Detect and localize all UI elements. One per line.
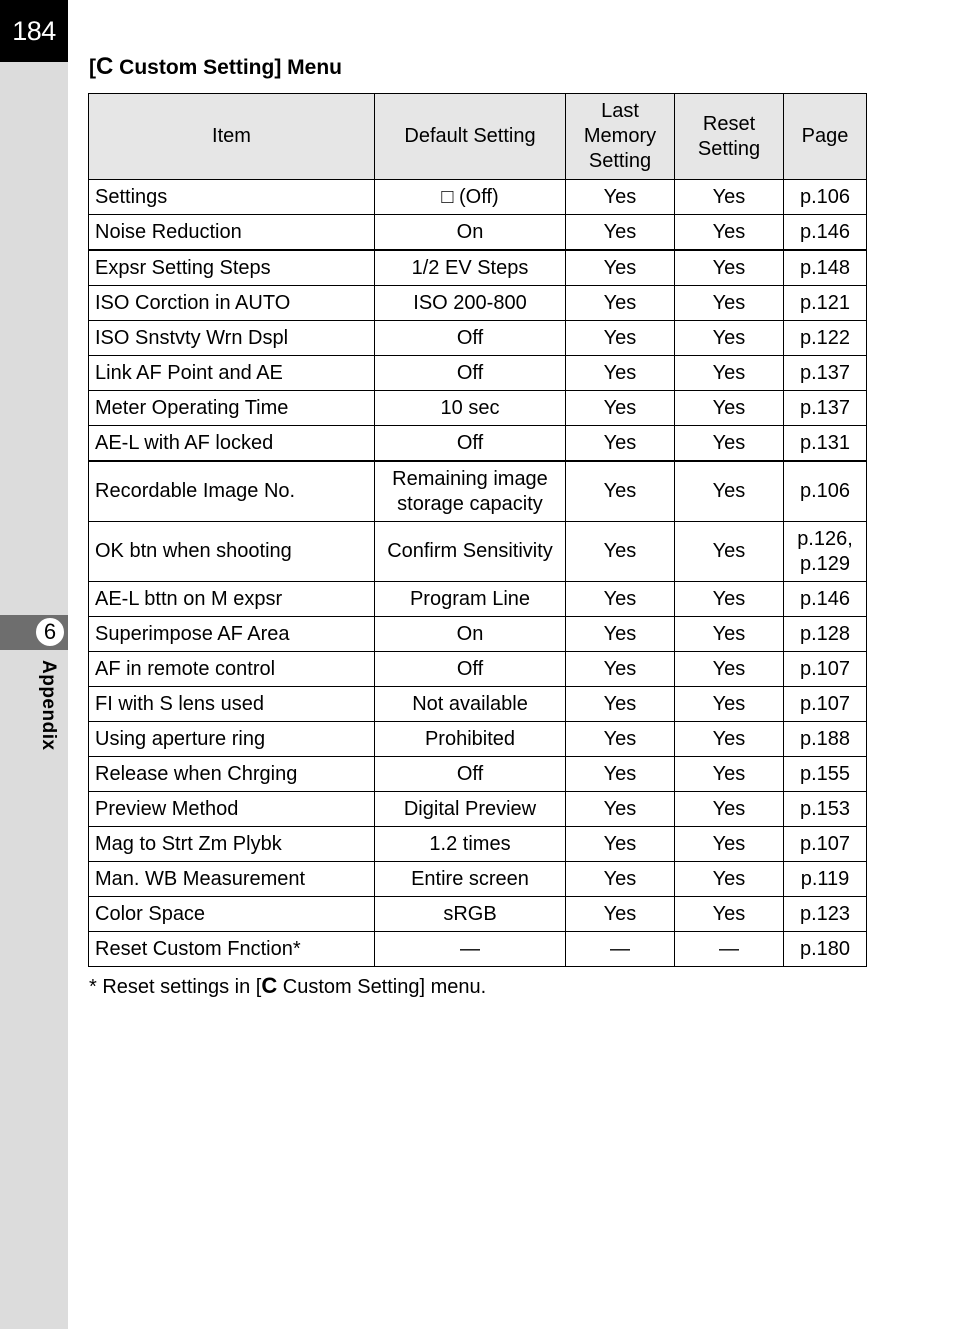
row-last-memory: Yes	[566, 792, 675, 827]
table-row	[89, 250, 867, 286]
table-row	[89, 757, 867, 792]
row-reset: Yes	[675, 180, 784, 215]
row-page: p.121	[784, 286, 867, 321]
row-reset: Yes	[675, 215, 784, 251]
table-row	[89, 932, 867, 967]
header-last-memory-setting: Last Memory Setting	[566, 94, 675, 180]
row-last-memory: Yes	[566, 286, 675, 321]
row-item: ISO Corction in AUTO	[89, 286, 375, 321]
row-default-setting: Off	[375, 321, 566, 356]
row-reset: Yes	[675, 426, 784, 462]
row-item: Expsr Setting Steps	[89, 250, 375, 286]
page-number: 184	[0, 0, 68, 62]
table-row	[89, 897, 867, 932]
chapter-number: 6	[35, 617, 65, 647]
row-default-setting: □ (Off)	[375, 180, 566, 215]
row-page: p.153	[784, 792, 867, 827]
table-row	[89, 582, 867, 617]
row-item: Settings	[89, 180, 375, 215]
table-row	[89, 286, 867, 321]
row-item: FI with S lens used	[89, 687, 375, 722]
row-default-setting: sRGB	[375, 897, 566, 932]
table-row	[89, 792, 867, 827]
section-title-text: Custom Setting] Menu	[113, 56, 342, 79]
row-item: Color Space	[89, 897, 375, 932]
chapter-label: Appendix	[38, 660, 59, 751]
row-default-setting: On	[375, 215, 566, 251]
row-page: p.107	[784, 652, 867, 687]
footnote-text: Custom Setting] menu.	[277, 976, 487, 998]
custom-setting-table	[88, 93, 867, 967]
row-last-memory: —	[566, 932, 675, 967]
row-item: Man. WB Measurement	[89, 862, 375, 897]
row-item: OK btn when shooting	[89, 522, 375, 582]
row-default-setting: Confirm Sensitivity	[375, 522, 566, 582]
row-last-memory: Yes	[566, 687, 675, 722]
row-page: p.107	[784, 687, 867, 722]
row-last-memory: Yes	[566, 582, 675, 617]
row-last-memory: Yes	[566, 426, 675, 462]
table-row	[89, 391, 867, 426]
row-item: Meter Operating Time	[89, 391, 375, 426]
row-default-setting: Digital Preview	[375, 792, 566, 827]
row-item: Release when Chrging	[89, 757, 375, 792]
row-page: p.188	[784, 722, 867, 757]
section-title-prefix: [	[89, 56, 96, 79]
row-reset: Yes	[675, 582, 784, 617]
row-default-setting: Off	[375, 356, 566, 391]
table-row	[89, 652, 867, 687]
row-default-setting: Entire screen	[375, 862, 566, 897]
row-default-setting: 1/2 EV Steps	[375, 250, 566, 286]
table-row	[89, 461, 867, 522]
row-last-memory: Yes	[566, 722, 675, 757]
row-last-memory: Yes	[566, 250, 675, 286]
row-last-memory: Yes	[566, 862, 675, 897]
row-item: Superimpose AF Area	[89, 617, 375, 652]
row-page: p.107	[784, 827, 867, 862]
row-last-memory: Yes	[566, 215, 675, 251]
footnote	[89, 973, 486, 999]
row-item: Using aperture ring	[89, 722, 375, 757]
row-item: Link AF Point and AE	[89, 356, 375, 391]
header-item: Item	[89, 94, 375, 180]
row-last-memory: Yes	[566, 757, 675, 792]
row-last-memory: Yes	[566, 522, 675, 582]
row-page: p.123	[784, 897, 867, 932]
row-reset: Yes	[675, 827, 784, 862]
row-page: p.122	[784, 321, 867, 356]
row-last-memory: Yes	[566, 356, 675, 391]
row-default-setting: Program Line	[375, 582, 566, 617]
row-reset: Yes	[675, 687, 784, 722]
row-reset: Yes	[675, 722, 784, 757]
table-row	[89, 522, 867, 582]
row-reset: Yes	[675, 286, 784, 321]
row-reset: Yes	[675, 652, 784, 687]
table-row	[89, 426, 867, 462]
row-default-setting: Off	[375, 652, 566, 687]
table-row	[89, 321, 867, 356]
row-reset: Yes	[675, 862, 784, 897]
row-default-setting: 10 sec	[375, 391, 566, 426]
row-default-setting: Not available	[375, 687, 566, 722]
row-item: Noise Reduction	[89, 215, 375, 251]
row-last-memory: Yes	[566, 897, 675, 932]
row-page: p.106	[784, 180, 867, 215]
row-reset: Yes	[675, 461, 784, 522]
row-default-setting: On	[375, 617, 566, 652]
header-reset-setting: Reset Setting	[675, 94, 784, 180]
table-row	[89, 687, 867, 722]
row-item: AE-L bttn on M expsr	[89, 582, 375, 617]
row-reset: Yes	[675, 897, 784, 932]
row-item: Preview Method	[89, 792, 375, 827]
table-row	[89, 180, 867, 215]
custom-setting-icon: C	[96, 53, 114, 80]
row-last-memory: Yes	[566, 391, 675, 426]
row-page: p.126, p.129	[784, 522, 867, 582]
row-reset: Yes	[675, 250, 784, 286]
row-last-memory: Yes	[566, 652, 675, 687]
table-row	[89, 356, 867, 391]
row-page: p.146	[784, 582, 867, 617]
row-page: p.180	[784, 932, 867, 967]
row-default-setting: Off	[375, 757, 566, 792]
row-last-memory: Yes	[566, 321, 675, 356]
row-default-setting: Prohibited	[375, 722, 566, 757]
table-row	[89, 215, 867, 251]
row-last-memory: Yes	[566, 617, 675, 652]
row-default-setting: —	[375, 932, 566, 967]
row-reset: Yes	[675, 356, 784, 391]
table-row	[89, 827, 867, 862]
row-default-setting: Off	[375, 426, 566, 462]
row-page: p.131	[784, 426, 867, 462]
table-row	[89, 862, 867, 897]
section-title	[89, 53, 342, 81]
footnote-prefix: * Reset settings in [	[89, 976, 262, 998]
table-row	[89, 617, 867, 652]
custom-setting-icon: C	[261, 973, 278, 998]
table-row	[89, 722, 867, 757]
header-page: Page	[784, 94, 867, 180]
row-default-setting: ISO 200-800	[375, 286, 566, 321]
row-page: p.137	[784, 356, 867, 391]
row-page: p.128	[784, 617, 867, 652]
row-reset: Yes	[675, 522, 784, 582]
row-item: Mag to Strt Zm Plybk	[89, 827, 375, 862]
row-item: AE-L with AF locked	[89, 426, 375, 462]
header-default-setting: Default Setting	[375, 94, 566, 180]
row-reset: Yes	[675, 391, 784, 426]
row-default-setting: 1.2 times	[375, 827, 566, 862]
row-reset: Yes	[675, 617, 784, 652]
row-reset: Yes	[675, 321, 784, 356]
row-page: p.148	[784, 250, 867, 286]
row-reset: Yes	[675, 792, 784, 827]
row-reset: Yes	[675, 757, 784, 792]
table-header-row	[89, 94, 867, 180]
row-item: Reset Custom Fnction*	[89, 932, 375, 967]
row-page: p.137	[784, 391, 867, 426]
row-page: p.106	[784, 461, 867, 522]
row-last-memory: Yes	[566, 180, 675, 215]
row-page: p.119	[784, 862, 867, 897]
row-page: p.155	[784, 757, 867, 792]
row-reset: —	[675, 932, 784, 967]
row-item: Recordable Image No.	[89, 461, 375, 522]
row-item: ISO Snstvty Wrn Dspl	[89, 321, 375, 356]
row-page: p.146	[784, 215, 867, 251]
row-default-setting: Remaining image storage capacity	[375, 461, 566, 522]
row-item: AF in remote control	[89, 652, 375, 687]
row-last-memory: Yes	[566, 827, 675, 862]
row-last-memory: Yes	[566, 461, 675, 522]
